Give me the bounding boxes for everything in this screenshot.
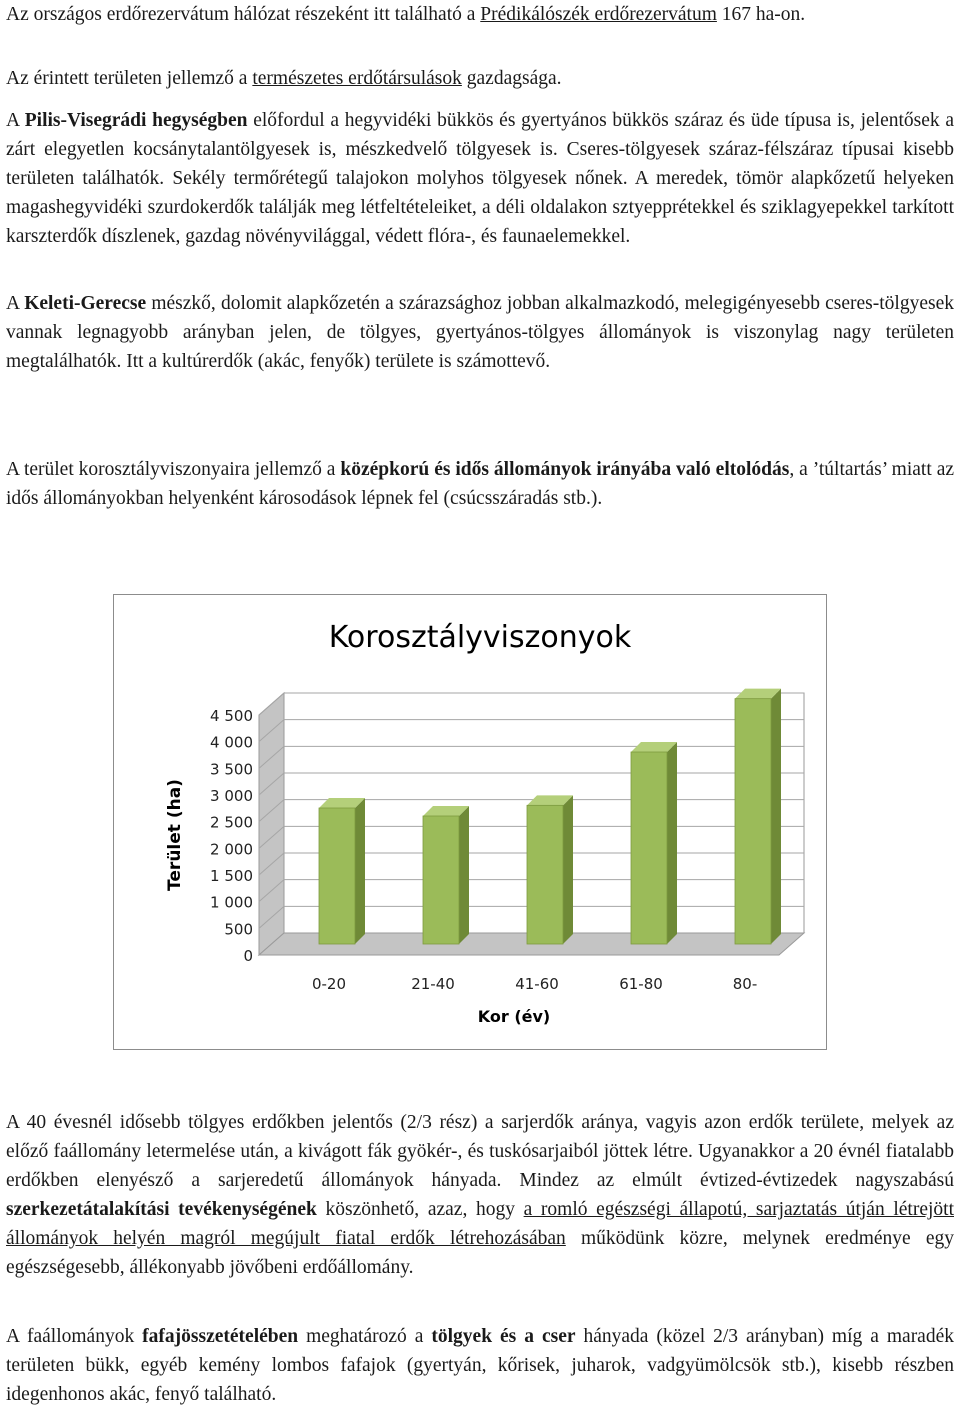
bold-tolgyek-cser: tölgyek és a cser	[431, 1326, 576, 1347]
link-megujult-erdok[interactable]: a romló egészségi állapotú, sarjaztatás útján létrejött állományok helyén magról megújult fiatal erdők létrehozásában	[6, 1199, 954, 1249]
chart-side-wall	[259, 693, 284, 955]
bar	[631, 752, 667, 944]
chart-title: Korosztályviszonyok	[328, 620, 632, 655]
x-axis-label: Kor (év)	[477, 1007, 551, 1026]
x-tick-label: 21-40	[411, 975, 455, 993]
bold-szerkezetatalakitas: szerkezetátalakítási tevékenységének	[6, 1199, 317, 1220]
bar	[735, 699, 771, 944]
age-class-chart	[113, 594, 827, 1050]
paragraph-keleti-gerecse: A Keleti-Gerecse mészkő, dolomit alapkőzetén a szárazsághoz jobban alkalmazkodó, melegigényesebb cseres-tölgyesek vannak legnagyobb arányban jelen, de tölgyes, gyertyános-tölgyes állományok is viszonylag nagy területen megtalálhatók. Itt a kultúrerdők (akác, fenyők) területe is számottevő.	[6, 293, 954, 372]
y-tick-label: 0	[243, 947, 253, 965]
paragraph-korosztaly: A terület korosztályviszonyaira jellemző a középkorú és idős állományok irányába való eltolódás, a ’túltartás’ miatt az idős állományokban helyenként károsodások lépnek fel (csúcsszáradás stb.).	[6, 459, 955, 509]
bar	[527, 805, 563, 944]
y-tick-label: 2 500	[210, 813, 253, 832]
x-tick-label: 61-80	[619, 975, 663, 993]
y-tick-label: 4 500	[210, 707, 253, 725]
bar	[319, 808, 355, 944]
bold-fafajosszetetel: fafajösszetételében	[142, 1326, 299, 1347]
bold-keleti-gerecse: Keleti-Gerecse	[24, 293, 147, 314]
bar	[423, 816, 459, 944]
y-tick-label: 3 500	[210, 760, 253, 779]
bar-side	[459, 806, 469, 944]
y-axis-label: Terület (ha)	[165, 779, 185, 891]
x-tick-label: 0-20	[311, 975, 347, 993]
link-predikaloszek[interactable]: Prédikálószék erdőrezervátum	[480, 4, 717, 25]
bar-side	[563, 795, 573, 944]
y-tick-label: 4 000	[210, 733, 253, 752]
paragraph-pilis-visegradi: A Pilis-Visegrádi hegységben előfordul a hegyvidéki bükkös és gyertyános bükkös száraz és üde típusa is, jelentősek a zárt elegyetlen kocsánytalantölgyesek is, mészkedvelő tölgyesek is. Cseres-tölgyesek száraz-félszáraz típusai kisebb területen találhatók. Sekély termőrétegű talajokon molyhos tölgyesek nőnek. A meredek, tömör alapkőzetű helyeken magashegyvidéki szurdokerdők találják meg létfeltételeiket, a déli oldalakon sztyepprétekkel és sziklagyepekkel tarkított karszterdők díszlenek, gazdag növényvilággal, védett flóra-, és faunaelemekkel.	[6, 110, 954, 247]
y-tick-label: 1 500	[210, 867, 253, 885]
paragraph-tarsulasok: Az érintett területen jellemző a természetes erdőtársulások gazdagsága.	[6, 68, 562, 89]
x-tick-label: 41-60	[515, 975, 559, 993]
y-tick-label: 1 000	[210, 893, 253, 912]
y-tick-label: 3 000	[210, 787, 253, 805]
paragraph-rezervatum: Az országos erdőrezervátum hálózat részeként itt található a Prédikálószék erdőrezervátum 167 ha-on.	[6, 4, 806, 25]
bar-side	[355, 798, 365, 944]
y-tick-label: 500	[224, 920, 253, 939]
bar-side	[667, 742, 677, 944]
chart-canvas	[114, 595, 826, 1049]
link-termeszetes-erdotarsulasok[interactable]: természetes erdőtársulások	[252, 68, 462, 89]
bold-pilis-visegradi: Pilis-Visegrádi hegységben	[24, 110, 248, 131]
x-tick-label: 80-	[732, 975, 758, 993]
bold-eltolodas: középkorú és idős állományok irányába való eltolódás	[340, 459, 790, 480]
paragraph-fafajosszetetel: A faállományok fafajösszetételében meghatározó a tölgyek és a cser hányada (közel 2/3 arányban) míg a maradék területen bükk, egyéb kemény lombos fafajok (gyertyán, kőrisek, juharok, vadgyümölcsök stb.), kisebb részben idegenhonos akác, fenyő található.	[6, 1326, 954, 1405]
paragraph-sarjerdok: A 40 évesnél idősebb tölgyes erdőkben jelentős (2/3 rész) a sarjerdők aránya, vagyis azon erdők területe, melyek az előző faállomány letermelése után, a kivágott fák gyökér-, és tuskósarjaiból jöttek létre. Ugyanakkor a 20 évnél fiatalabb erdőkben elenyésző a sarjeredetű állományok hányada. Mindez az elmúlt évtized-évtizedek nagyszabású szerkezetátalakítási tevékenységének köszönhető, azaz, hogy a romló egészségi állapotú, sarjaztatás útján létrejött állományok helyén magról megújult fiatal erdők létrehozásában működünk közre, melynek eredménye egy egészségesebb, állékonyabb jövőbeni erdőállomány.	[6, 1112, 954, 1278]
bar-side	[771, 689, 781, 944]
y-tick-label: 2 000	[210, 840, 253, 859]
